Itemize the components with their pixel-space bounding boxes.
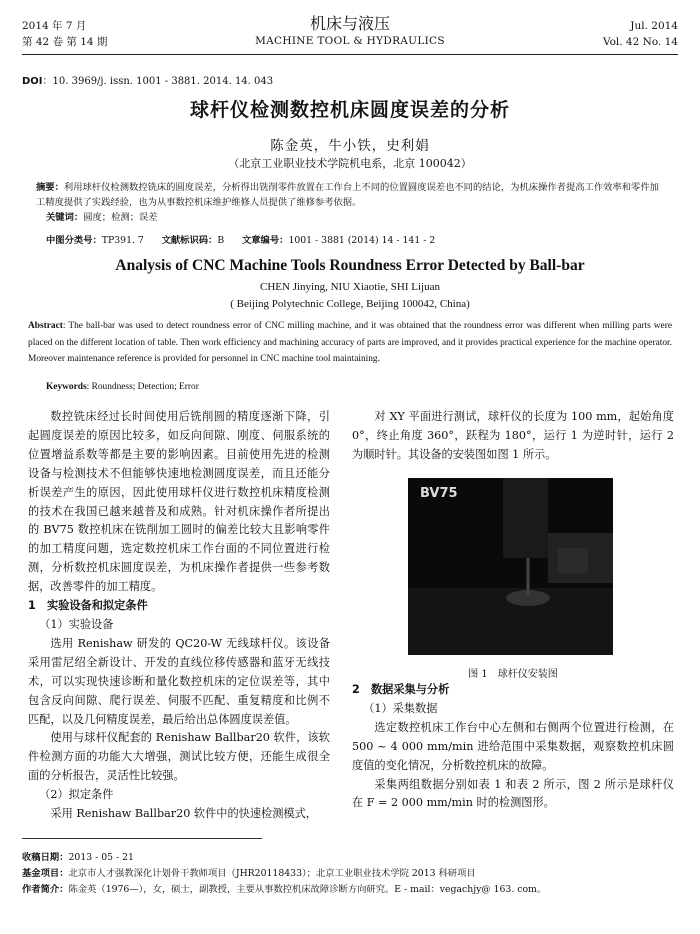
section-heading-2: 2 数据采集与分析 [352,683,450,696]
fund-text: 北京市人才强教深化计划骨干教师项目（JHR20118433）；北京工业职业技术学院 2013 科研项目 [68,868,476,879]
body-paragraph: 采集两组数据分别如表 1 和表 2 所示，图 2 所示是球杆仪在 F = 2 000 mm/min 时的检测图形。 [352,777,674,810]
header-journal [0,14,700,48]
abstract-en-text: : The ball-bar was used to detect roundness error of CNC milling machine, and it was obtained that the roundness error was different when milling parts were placed on the different location of table. Then work efficiency and machining accuracy of parts are improved, and it provides practical experience for the machine operator. Moreover maintenance reference is provided for personnel in CNC machine tool maintaining. [28,321,672,364]
figure-machine-label: BV75 [420,486,458,501]
header-volume-en: Vol. 42 No. 14 [602,36,678,48]
body-right-column [352,408,674,465]
abstract-cn-text: 利用球杆仪检测数控铣床的圆度误差，分析得出铣削零件放置在工作台上不同的位置圆度误差也不同的结论，为机床操作者提高工作效率和零件加工精度提供了实践经验，也为从事数控机床维护维修人员提供了维修参考依据。 [36,182,659,208]
article-title-cn: 球杆仪检测数控机床圆度误差的分析 [189,99,510,121]
body-paragraph: 使用与球杆仪配套的 Renishaw Ballbar20 软件，该软件检测方面的功能大大增强，测试比较方便，还能生成很全面的分析报告，灵活性比较强。 [28,731,330,783]
article-no-label: 文章编号： [241,235,289,246]
doc-code-value: B [217,235,225,246]
header-volume-cn: 第 42 卷 第 14 期 [22,36,108,48]
abstract-en [28,318,672,368]
abstract-cn-paragraph [36,180,666,210]
body-left-column [28,408,330,824]
body-paragraph: 选定数控机床工作台中心左侧和右侧两个位置进行检测，在 500 ~ 4 000 mm/min 进给范围中采集数据，观察数控机床圆度值的变化情况，分析数控机床的故障。 [352,720,674,772]
subsection-heading: （2）拟定条件 [39,788,114,802]
clc-value: TP391. 7 [101,235,144,246]
article-title-en: Analysis of CNC Machine Tools Roundness Error Detected by Ball-bar [115,257,585,274]
abstract-cn-label: 摘要： [36,182,64,193]
header-date-en: Jul. 2014 [630,20,678,32]
classification-line [46,232,435,246]
article-no-value: 1001 - 3881 (2014) 14 - 141 - 2 [288,235,436,246]
authors-en: CHEN Jinying, NIU Xiaotie, SHI Lijuan [260,281,440,293]
section-heading-1: 1 实验设备和拟定条件 [28,599,148,613]
doi-value: ：10. 3969/j. issn. 1001 - 3881. 2014. 14. 043 [42,76,274,87]
received-label: 收稿日期： [22,852,69,863]
affiliation-en: ( Beijing Polytechnic College, Beijing 100042, China) [230,298,470,310]
keywords-en-label: Keywords [46,382,87,392]
figure-1-caption: 图 1 球杆仪安装图 [468,669,558,680]
journal-name-en: MACHINE TOOL & HYDRAULICS [255,35,445,47]
ballbar-photo-illustration [408,478,613,655]
footnote-received [22,850,682,866]
keywords-en-text: : Roundness; Detection; Error [86,382,199,392]
figure-1-photo [408,478,613,655]
body-paragraph: 数控铣床经过长时间使用后铣削圆的精度逐渐下降，引起圆度误差的原因比较多，如反向间隙、刚度、伺服系统的位置增益系数等都是主要的影响因素。目前使用先进的检测设备与检测技术不但能够快速地检测圆度误差，而且还能分析误差产生的原因，因此使用球杆仪进行数控机床精度检测的技术在我国已越来越普及和成熟。针对机床操作者所提出的 BV75 数控机床在铣削加工圆时的偏差比较大且影响零件的加工精度问题，选定数控机床工作台面的不同位置进行检测，分析数控机床圆度误差，为机床操作者提供一些参考数据，改善零件的加工精度。 [28,410,330,594]
affiliation-cn: （北京工业职业技术学院机电系，北京 100042） [228,157,472,170]
header-date-volume-en [603,18,678,50]
footnote-rule [22,838,262,839]
footnote-fund [22,866,682,882]
keywords-cn-text: 圆度；检测；误差 [83,212,158,223]
received-date: 2013 - 05 - 21 [68,852,134,863]
subsection-heading: （1）采集数据 [363,701,438,715]
fund-label: 基金项目： [22,868,69,879]
author-bio-label: 作者简介： [22,884,69,895]
body-paragraph: 对 XY 平面进行测试，球杆仪的长度为 100 mm，起始角度 0°，终止角度 360°，跃程为 180°，运行 1 为逆时针，运行 2 为顺时针。其设备的安装图如图 1 所示。 [352,410,674,461]
body-paragraph: 选用 Renishaw 研发的 QC20-W 无线球杆仪。该设备采用雷尼绍全新设计、开发的直线位移传感器和蓝牙无线技术，可以实现快速诊断和量化数控机床的定位误差等，其中包含反向间隙、爬行误差、伺服不匹配、重复精度和比例不匹配，以及几何精度误差，最后给出总体圆度误差值。 [28,636,330,726]
keywords-en [46,382,199,392]
clc-label: 中图分类号： [46,235,102,246]
author-bio-text: 陈金英（1976—），女，硕士，副教授，主要从事数控机床故障诊断方向研究。E - mail：vegachjy@ 163. com。 [68,884,547,895]
body-right-column-continued [352,681,674,813]
header-date-cn: 2014 年 7 月 [22,20,87,32]
body-paragraph: 采用 Renishaw Ballbar20 软件中的快速检测模式， [50,807,317,821]
journal-name-cn: 机床与液压 [309,14,390,33]
doi-line [22,72,273,87]
keywords-cn-label: 关键词： [46,212,84,223]
abstract-en-label: Abstract [28,321,63,331]
abstract-cn [36,180,666,225]
header-rule [22,54,678,55]
authors-cn: 陈金英，牛小铁，史利娟 [270,138,430,154]
footnote-author [22,882,682,898]
doi-label: DOI [22,76,43,87]
keywords-cn [36,210,666,225]
subsection-heading: （1）实验设备 [39,617,114,631]
doc-code-label: 文献标识码： [161,235,218,246]
